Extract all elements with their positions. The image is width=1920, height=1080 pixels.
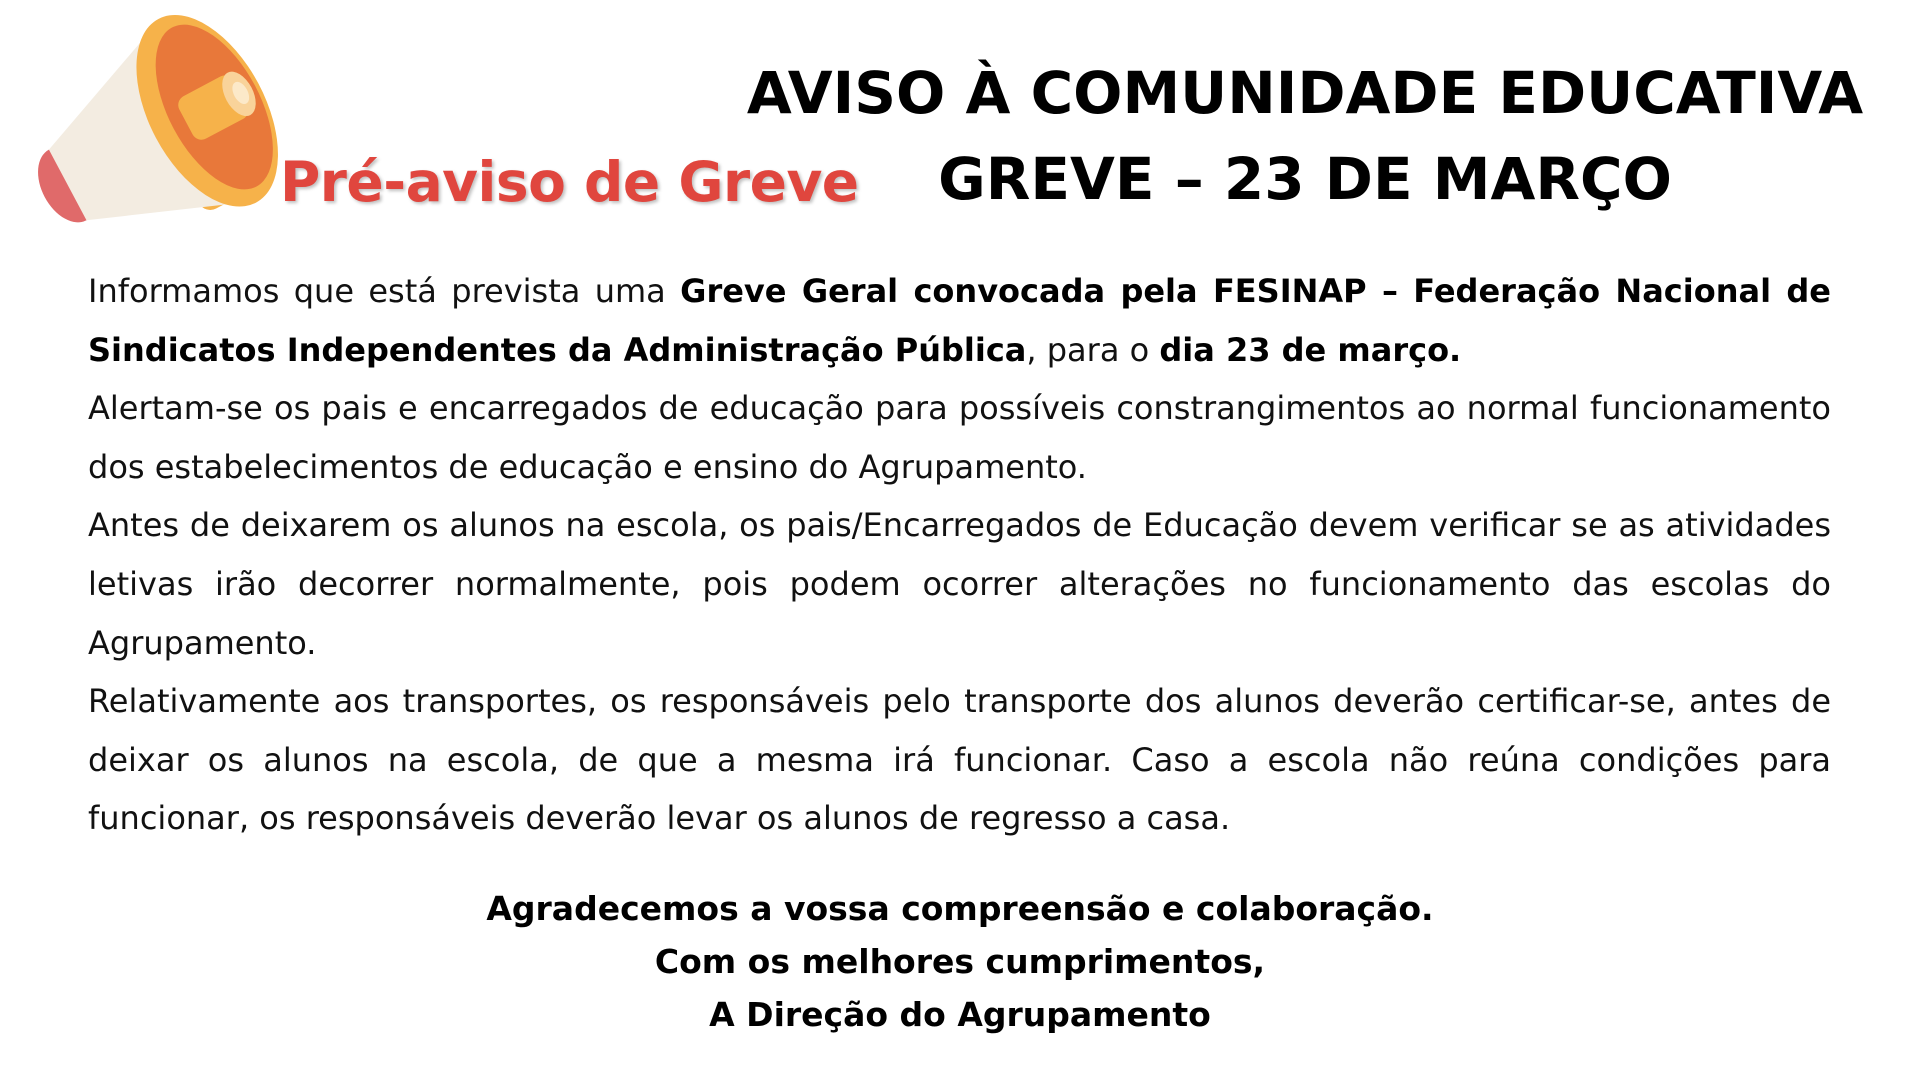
title-line-1: AVISO À COMUNIDADE EDUCATIVA (746, 59, 1864, 127)
closing-block (0, 882, 1920, 1041)
strike-organizer: Greve Geral convocada pela FESINAP – Federação Nacional de Sindicatos Independentes da Administração Pública (88, 272, 1832, 369)
megaphone-icon (14, 10, 284, 250)
closing-regards: Com os melhores cumprimentos, (654, 942, 1266, 981)
closing-signature: A Direção do Agrupamento (709, 995, 1211, 1034)
closing-thanks: Agradecemos a vossa compreensão e colaboração. (486, 889, 1434, 928)
strike-date: dia 23 de março. (1159, 330, 1462, 369)
paragraph-verify: Antes de deixarem os alunos na escola, os pais/Encarregados de Educação devem verificar se as atividades letivas irão decorrer normalmente, pois podem ocorrer alterações no funcionamento das escolas do Agrupamento. (88, 506, 1831, 662)
title-line-2: GREVE – 23 DE MARÇO (938, 145, 1672, 213)
notice-body (88, 262, 1831, 848)
paragraph-transport: Relativamente aos transportes, os responsáveis pelo transporte dos alunos deverão certificar-se, antes de deixar os alunos na escola, de que a mesma irá funcionar. Caso a escola não reúna condições para funcionar, os responsáveis deverão levar os alunos de regresso a casa. (88, 682, 1831, 838)
notice-title (740, 50, 1870, 222)
paragraph-intro: Informamos que está prevista uma Greve Geral convocada pela FESINAP – Federação Nacional de Sindicatos Independentes da Administração Pública, para o dia 23 de março. (88, 272, 1832, 369)
pre-aviso-subtitle: Pré-aviso de Greve (280, 150, 859, 214)
paragraph-alert: Alertam-se os pais e encarregados de educação para possíveis constrangimentos ao normal funcionamento dos estabelecimentos de educação e ensino do Agrupamento. (88, 389, 1831, 486)
